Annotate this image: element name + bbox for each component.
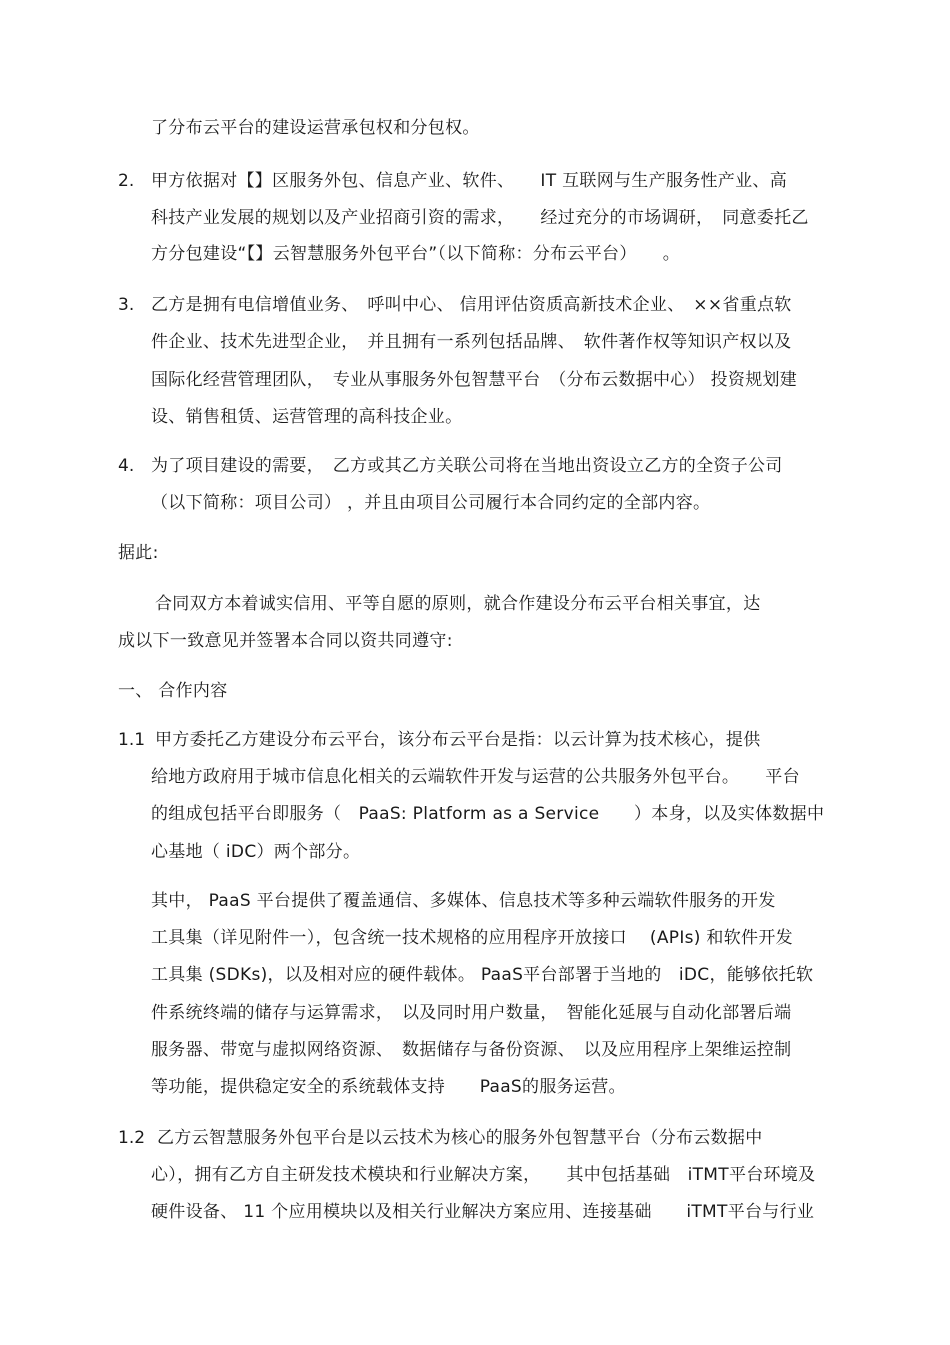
item-number: 3. [118, 295, 135, 315]
paragraph-line: 甲方委托乙方建设分布云平台，该分布云平台是指：以云计算为技术核心，提供 [155, 730, 761, 750]
item-number: 1.2 [118, 1128, 146, 1148]
section-heading: 一、 合作内容 [118, 681, 228, 701]
paragraph-line: 合同双方本着诚实信用、平等自愿的原则，就合作建设分布云平台相关事宜，达 [155, 594, 761, 614]
paragraph-line: 心），拥有乙方自主研发技术模块和行业解决方案， 其中包括基础 iTMT平台环境及 [151, 1165, 816, 1185]
paragraph-line: 设、销售租赁、运营管理的高科技企业。 [151, 407, 463, 427]
item-number: 4. [118, 456, 135, 476]
paragraph-line: 服务器、带宽与虚拟网络资源、 数据储存与备份资源、 以及应用程序上架维运控制 [151, 1040, 792, 1060]
paragraph-line: 国际化经营管理团队， 专业从事服务外包智慧平台 （分布云数据中心） 投资规划建 [151, 370, 798, 390]
paragraph-line: 硬件设备、 11 个应用模块以及相关行业解决方案应用、连接基础 iTMT平台与行业 [151, 1202, 815, 1222]
paragraph-line: 给地方政府用于城市信息化相关的云端软件开发与运营的公共服务外包平台。 平台 [151, 767, 800, 787]
item-number: 1.1 [118, 730, 146, 750]
paragraph-line: 的组成包括平台即服务（ PaaS: Platform as a Service ）本身，以及实体数据中 [151, 804, 825, 824]
item-number: 2. [118, 171, 135, 191]
paragraph-line: 方分包建设“【】云智慧服务外包平台”（以下简称：分布云平台） 。 [151, 244, 681, 264]
paragraph-line: 心基地（ iDC）两个部分。 [151, 842, 361, 862]
paragraph-line: 为了项目建设的需要， 乙方或其乙方关联公司将在当地出资设立乙方的全资子公司 [151, 456, 783, 476]
paragraph-line: 其中， PaaS 平台提供了覆盖通信、多媒体、信息技术等多种云端软件服务的开发 [151, 891, 776, 911]
paragraph-line: 工具集 (SDKs)，以及相对应的硬件载体。 PaaS平台部署于当地的 iDC，能够依托软 [151, 965, 814, 985]
paragraph-line: 科技产业发展的规划以及产业招商引资的需求， 经过充分的市场调研， 同意委托乙 [151, 208, 809, 228]
paragraph-line: 件企业、技术先进型企业， 并且拥有一系列包括品牌、 软件著作权等知识产权以及 [151, 332, 792, 352]
paragraph-line: 件系统终端的储存与运算需求， 以及同时用户数量， 智能化延展与自动化部署后端 [151, 1003, 792, 1023]
paragraph-line: 乙方云智慧服务外包平台是以云技术为核心的服务外包智慧平台（分布云数据中 [157, 1128, 763, 1148]
paragraph-line: 工具集（详见附件一），包含统一技术规格的应用程序开放接口 (APIs) 和软件开发 [151, 928, 793, 948]
paragraph-line: 等功能，提供稳定安全的系统载体支持 PaaS的服务运营。 [151, 1077, 626, 1097]
paragraph-line: 甲方依据对【】区服务外包、信息产业、软件、 IT 互联网与生产服务性产业、高 [151, 171, 787, 191]
paragraph-line: 乙方是拥有电信增值业务、 呼叫中心、 信用评估资质高新技术企业、 ××省重点软 [151, 295, 792, 315]
paragraph-line: 据此: [118, 543, 159, 563]
paragraph-line: （以下简称：项目公司） ，并且由项目公司履行本合同约定的全部内容。 [151, 493, 711, 513]
paragraph-line: 成以下一致意见并签署本合同以资共同遵守: [118, 631, 453, 651]
paragraph-line: 了分布云平台的建设运营承包权和分包权。 [151, 118, 480, 138]
